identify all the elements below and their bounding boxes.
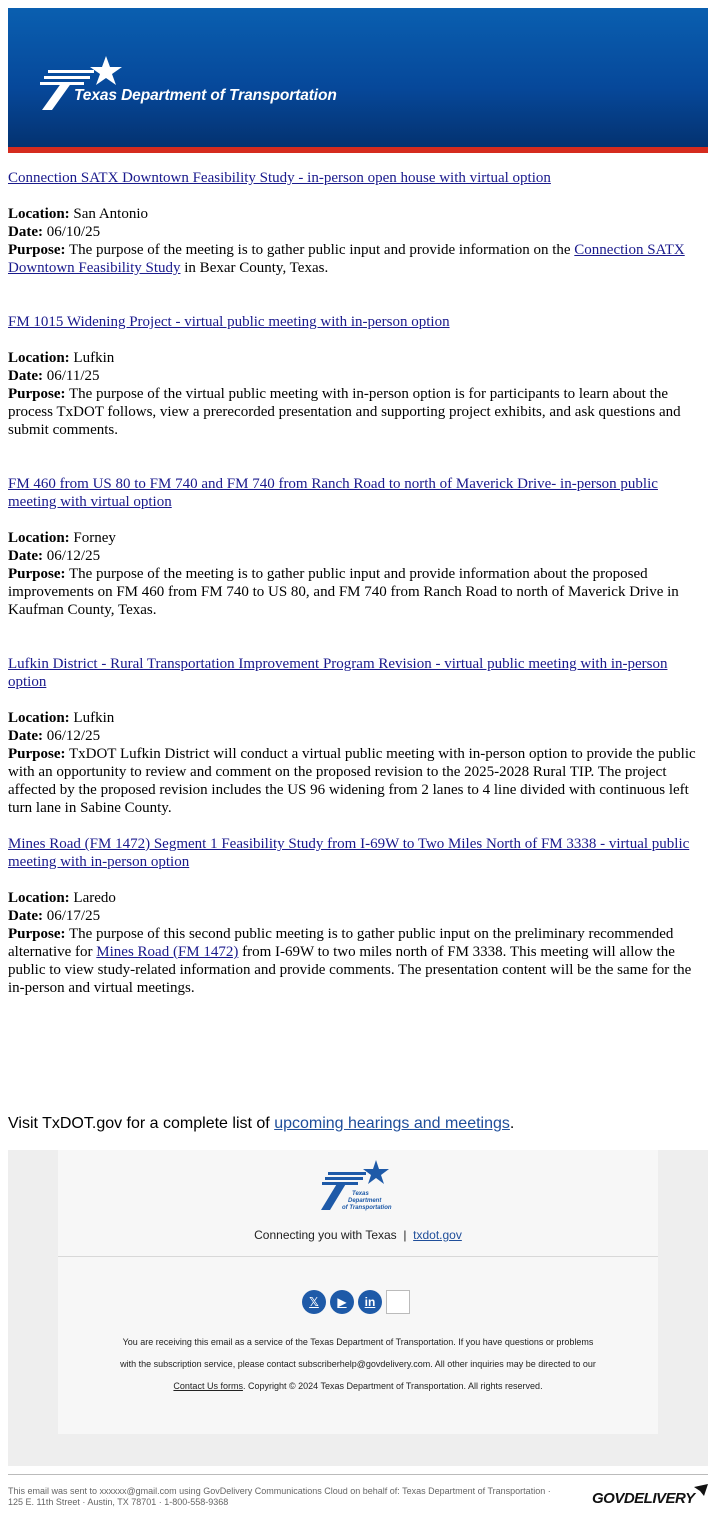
linkedin-icon[interactable]: in	[358, 1290, 382, 1314]
meeting-details	[8, 709, 706, 817]
contact-us-link[interactable]: Contact Us forms	[173, 1381, 243, 1391]
email-header-banner	[8, 8, 708, 153]
visit-text: Visit TxDOT.gov for a complete list of	[8, 1115, 270, 1132]
x-icon[interactable]: 𝕏	[302, 1290, 326, 1314]
purpose-label: Purpose:	[8, 926, 66, 942]
meeting-date: 06/12/25	[46, 728, 101, 744]
visit-period: .	[509, 1115, 515, 1132]
meeting-location: Laredo	[73, 890, 116, 906]
bottom-divider	[8, 1474, 708, 1475]
image-placeholder-icon[interactable]	[386, 1290, 410, 1314]
purpose-label: Purpose:	[8, 746, 66, 762]
meeting-date: 06/11/25	[46, 368, 100, 384]
meeting-item	[8, 835, 706, 997]
date-label: Date:	[8, 908, 43, 924]
footer-divider	[58, 1256, 658, 1257]
legal-line: You are receiving this email as a service of the Texas Department of Transportation. If you have questions or problems	[122, 1337, 594, 1347]
copyright-text: . Copyright © 2024 Texas Department of Transportation. All rights reserved.	[242, 1381, 543, 1391]
meeting-purpose-end: in Bexar County, Texas.	[184, 260, 329, 276]
meeting-purpose: The purpose of this second public meeting is to gather public input on the preliminary recommended alternative for	[8, 926, 674, 960]
purpose-label: Purpose:	[8, 386, 66, 402]
location-label: Location:	[8, 530, 70, 546]
youtube-icon[interactable]: ▶	[330, 1290, 354, 1314]
footer-logo-line3: of Transportation	[342, 1205, 392, 1211]
meeting-purpose: The purpose of the meeting is to gather public input and provide information on the	[68, 242, 571, 258]
separator: |	[403, 1228, 407, 1242]
location-label: Location:	[8, 710, 70, 726]
purpose-label: Purpose:	[8, 242, 66, 258]
connecting-line	[58, 1228, 658, 1242]
meeting-item	[8, 655, 706, 817]
meeting-title-link[interactable]: FM 1015 Widening Project - virtual public meeting with in-person option	[8, 314, 450, 330]
txdot-logo-text: Texas Department of Transportation	[74, 87, 337, 104]
meeting-location: Forney	[73, 530, 116, 546]
txdot-gov-link[interactable]: txdot.gov	[413, 1228, 462, 1242]
govdelivery-envelope-icon	[694, 1484, 708, 1496]
legal-notice	[88, 1331, 628, 1397]
meeting-date: 06/12/25	[46, 548, 101, 564]
meeting-location: San Antonio	[73, 206, 149, 222]
meeting-purpose: The purpose of the meeting is to gather public input and provide information about the proposed improvements on FM 460 from FM 740 to US 80, and FM 740 from Ranch Road to north of Maverick Drive in Kaufman County, Texas.	[8, 566, 679, 618]
meeting-item	[8, 313, 706, 439]
meeting-purpose: The purpose of the virtual public meeting with in-person option is for participants to learn about the process TxDOT follows, view a prerecorded presentation and supporting project exhibits, and ask questions and submit comments.	[8, 386, 681, 438]
date-label: Date:	[8, 548, 43, 564]
meeting-details	[8, 889, 706, 997]
location-label: Location:	[8, 350, 70, 366]
txdot-footer-logo-icon	[320, 1158, 396, 1216]
meeting-location: Lufkin	[73, 350, 115, 366]
date-label: Date:	[8, 728, 43, 744]
footer	[8, 1150, 708, 1466]
meeting-title-link[interactable]: Lufkin District - Rural Transportation Improvement Program Revision - virtual public meeting with in-person option	[8, 656, 668, 690]
location-label: Location:	[8, 206, 70, 222]
meeting-purpose-end: from I-69W to two miles north of FM 3338. This meeting will allow the public to view study-related information and provide comments. The presentation content will be the same for the in-person and virtual meetings.	[8, 944, 692, 996]
legal-line	[88, 1375, 628, 1397]
upcoming-hearings-link[interactable]: upcoming hearings and meetings	[274, 1115, 510, 1132]
study-link[interactable]: Connection SATX Downtown Feasibility Study	[8, 242, 685, 276]
meeting-date: 06/10/25	[46, 224, 101, 240]
footer-logo-line1: Texas	[352, 1191, 369, 1197]
date-label: Date:	[8, 368, 43, 384]
meeting-details	[8, 529, 706, 619]
govdelivery-brand[interactable]: GOVDELIVERY	[592, 1490, 695, 1507]
meeting-details	[8, 205, 706, 277]
meeting-title-link[interactable]: Mines Road (FM 1472) Segment 1 Feasibility Study from I-69W to Two Miles North of FM 3338 - virtual public meeting with in-person option	[8, 836, 690, 870]
location-label: Location:	[8, 890, 70, 906]
header-red-stripe	[8, 147, 708, 153]
footer-logo-line2: Department	[348, 1198, 382, 1204]
meeting-date: 06/17/25	[46, 908, 101, 924]
date-label: Date:	[8, 224, 43, 240]
mines-road-link[interactable]: Mines Road (FM 1472)	[96, 944, 239, 960]
footer-panel	[58, 1150, 658, 1434]
meeting-title-link[interactable]: Connection SATX Downtown Feasibility Study - in-person open house with virtual option	[8, 170, 551, 186]
sent-to-note: This email was sent to xxxxxx@gmail.com using GovDelivery Communications Cloud on behalf of: Texas Department of Transportation · 125 E. 11th Street · Austin, TX 78701 · 1-800-558-9368	[8, 1486, 551, 1507]
purpose-label: Purpose:	[8, 566, 66, 582]
meeting-location: Lufkin	[73, 710, 115, 726]
meeting-details	[8, 349, 706, 439]
meeting-title-link[interactable]: FM 460 from US 80 to FM 740 and FM 740 from Ranch Road to north of Maverick Drive- in-person public meeting with virtual option	[8, 476, 658, 510]
meeting-purpose: TxDOT Lufkin District will conduct a virtual public meeting with in-person option to provide the public with an opportunity to review and comment on the proposed revision to the 2025-2028 Rural TIP. The project affected by the proposed revision includes the US 96 widening from 2 lanes to 4 line divided with continuous left turn lane in Sabine County.	[8, 746, 696, 816]
legal-line: with the subscription service, please contact subscriberhelp@govdelivery.com. All other inquiries may be directed to our	[120, 1359, 596, 1369]
meeting-item	[8, 169, 706, 277]
connecting-text: Connecting you with Texas	[254, 1228, 397, 1242]
visit-txdot-line	[8, 1115, 514, 1133]
meeting-item	[8, 475, 706, 619]
